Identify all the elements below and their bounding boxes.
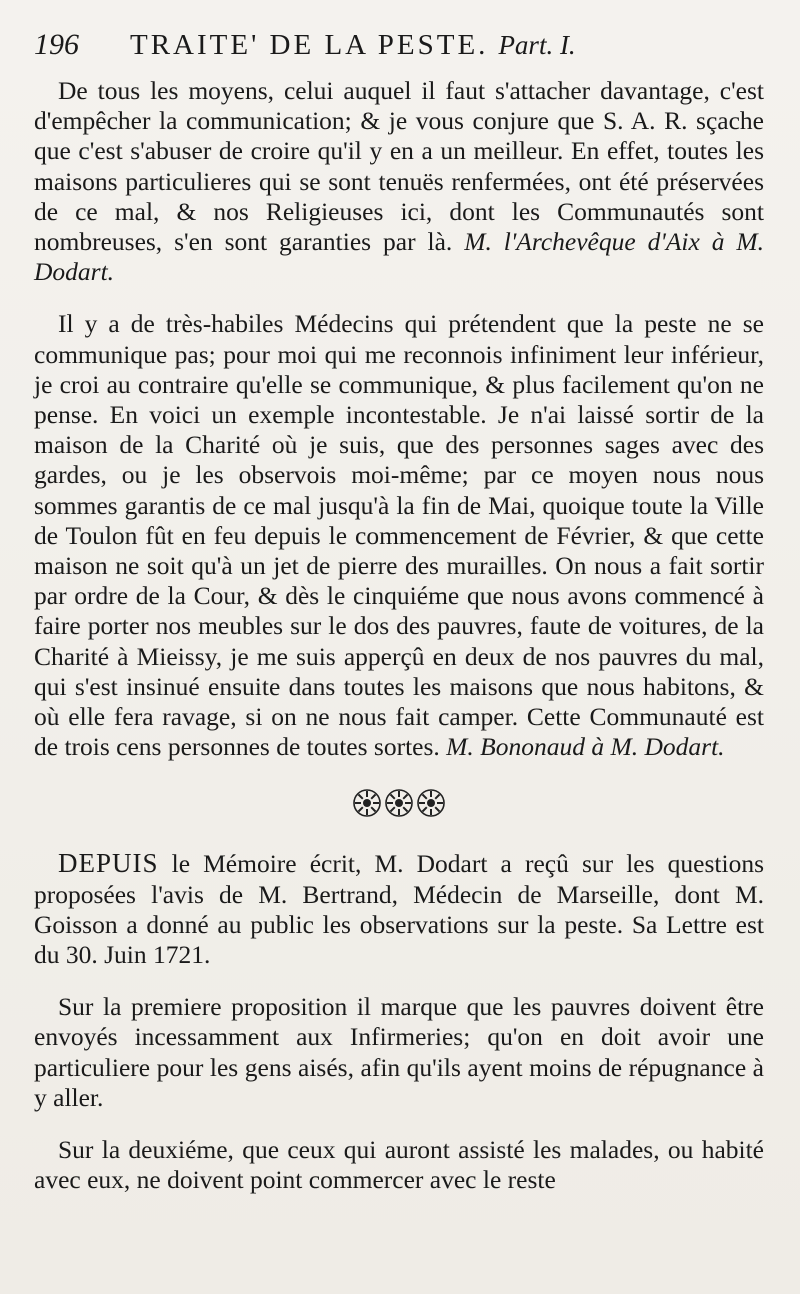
section-paragraph [34, 848, 764, 970]
letter-signature: M. l'Archevêque d'Aix à M. Dodart. [34, 227, 765, 287]
letter-body: De tous les moyens, celui auquel il faut s'attacher davantage, c'est d'empêcher la communication; & je vous conjure que S. A. R. sçache que c'est s'abuser de croire qu'il y en a un meilleur. En effet, toutes les maisons particulieres qui se sont tenuës renfermées, ont été préservées de ce mal, & nos Religieuses ici, dont les Communautés sont nombreuses, s'en sont garanties par là. [34, 76, 764, 257]
running-title: TRAITE' DE LA PESTE. [130, 29, 489, 61]
page-header [34, 28, 764, 76]
rosette-icon [416, 788, 446, 818]
rosette-icon [352, 788, 382, 818]
rosette-icon [384, 788, 414, 818]
letter-signature: M. Bononaud à M. Dodart. [446, 732, 725, 762]
part-label: Part. I. [498, 30, 576, 60]
section-dropcap: DEPUIS [58, 848, 159, 879]
section-body: le Mémoire écrit, M. Dodart a reçû sur les questions proposées l'avis de M. Bertrand, Médecin de Marseille, dont M. Goisson a donné au public les observations sur la peste. Sa Lettre est du 30. Juin 1721. [34, 849, 764, 970]
letter-paragraph [34, 309, 764, 762]
letter-paragraph [34, 76, 764, 287]
body-paragraph: Sur la deuxiéme, que ceux qui auront assisté les malades, ou habité avec eux, ne doivent point commercer avec le reste [34, 1135, 764, 1195]
rosette-ornament [34, 788, 764, 818]
letter-body: Il y a de très-habiles Médecins qui prétendent que la peste ne se communique pas; pour moi qui me reconnois infiniment leur inférieur, je croi au contraire qu'elle se communique, & plus facilement qu'on ne pense. En voici un exemple incontestable. Je n'ai laissé sortir de la maison de la Charité où je suis, que des personnes sages avec des gardes, ou je les observois moi-même; par ce moyen nous nous sommes garantis de ce mal jusqu'à la fin de Mai, quoique toute la Ville de Toulon fût en feu depuis le commencement de Février, & que cette maison ne soit qu'à un jet de pierre des murailles. On nous a fait sortir par ordre de la Cour, & dès le cinquiéme que nous avons commencé à faire porter nos meubles sur le dos des pauvres, faute de voitures, de la Charité à Mieissy, je me suis apperçû en deux de nos pauvres du mal, qui s'est insinué ensuite dans toutes les maisons que nous habitons, & où elle fera ravage, si on ne nous fait camper. Cette Communauté est de trois cens personnes de toutes sortes. [34, 309, 764, 762]
body-paragraph: Sur la premiere proposition il marque que les pauvres doivent être envoyés incessamment aux Infirmeries; qu'on en doit avoir une particuliere pour les gens aisés, afin qu'ils ayent moins de répugnance à y aller. [34, 992, 764, 1112]
page-number: 196 [34, 28, 79, 61]
